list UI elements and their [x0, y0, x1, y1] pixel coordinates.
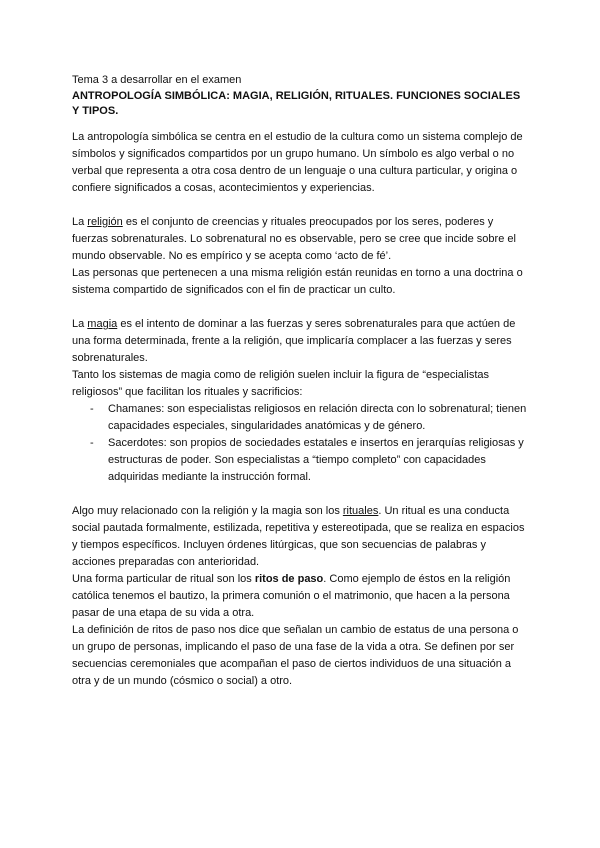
ritos-term: ritos de paso — [254, 573, 324, 585]
document-body — [72, 72, 530, 690]
rituales-term: rituales — [342, 505, 379, 517]
ritos-lead: Una forma particular de ritual son los — [72, 573, 255, 585]
magia-term: magia — [87, 318, 118, 330]
rituales-text: . Un ritual es una conducta social pautada formalmente, estilizada, repetitiva y estereotipada, que se realiza en espacios y tiempos específicos. Incluyen órdenes litúrgicas, que son secuencias de palabras y acciones preparadas con anterioridad. — [72, 505, 525, 568]
religion-term: religión — [87, 216, 123, 228]
ritos-text: . Como ejemplo de éstos en la religión católica tenemos el bautizo, la primera comunión o el matrimonio, que hacen a la persona pasar de una etapa de su vida a otra. — [72, 573, 511, 619]
document-subtitle: Tema 3 a desarrollar en el examen — [72, 74, 242, 86]
magia-lead: La — [72, 318, 88, 330]
document-title: ANTROPOLOGÍA SIMBÓLICA: MAGIA, RELIGIÓN, RITUALES. FUNCIONES SOCIALES Y TIPOS. — [72, 90, 521, 117]
religion-lead: La — [72, 216, 88, 228]
magia-paragraph — [72, 316, 530, 367]
list-item — [72, 401, 530, 435]
list-item — [72, 435, 530, 486]
rituales-paragraph — [72, 503, 530, 571]
religion-text: es el conjunto de creencias y rituales preocupados por los seres, poderes y fuerzas sobrenaturales. Lo sobrenatural no es observable, pero se cree que incide sobre el mundo observable. No es empírico y se acepta como ‘acto de fé’. — [72, 216, 516, 262]
religion-paragraph — [72, 214, 530, 265]
ritos-definition-paragraph: La definición de ritos de paso nos dice que señalan un cambio de estatus de una persona o un grupo de personas, implicando el paso de una fase de la vida a otra. Se definen por ser secuencias ceremoniales que acompañan el paso de ciertos individuos de una situación a otra y de un mundo (cósmico o social) a otro. — [72, 624, 519, 687]
dash-marker: - — [90, 437, 94, 449]
specialists-list — [72, 401, 530, 486]
list-item-text: Sacerdotes: son propios de sociedades estatales e insertos en jerarquías religiosas y estructuras de poder. Son especialistas a “tiempo completo” con capacidades adquiridas mediante la instrucción formal. — [108, 437, 524, 483]
dash-marker: - — [90, 403, 94, 415]
rituales-lead: Algo muy relacionado con la religión y la magia son los — [72, 505, 343, 517]
ritos-paragraph — [72, 571, 530, 622]
religion-second-paragraph: Las personas que pertenecen a una misma religión están reunidas en torno a una doctrina o sistema compartido de significados con el fin de practicar un culto. — [72, 267, 523, 296]
magia-text: es el intento de dominar a las fuerzas y seres sobrenaturales para que actúen de una forma determinada, frente a la religión, que implicaría complacer a las fuerzas y seres sobrenaturales. — [72, 318, 516, 364]
magia-second-paragraph: Tanto los sistemas de magia como de religión suelen incluir la figura de “especialistas religiosos” que facilitan los rituales y sacrificios: — [72, 369, 489, 398]
intro-paragraph: La antropología simbólica se centra en el estudio de la cultura como un sistema complejo de símbolos y significados compartidos por un grupo humano. Un símbolo es algo verbal o no verbal que representa a otra cosa dentro de un lenguaje o una cultura particular, y origina o confiere significados a cosas, acontecimientos y experiencias. — [72, 131, 523, 194]
list-item-text: Chamanes: son especialistas religiosos en relación directa con lo sobrenatural; tienen capacidades especiales, singularidades anatómicas y de género. — [108, 403, 527, 432]
